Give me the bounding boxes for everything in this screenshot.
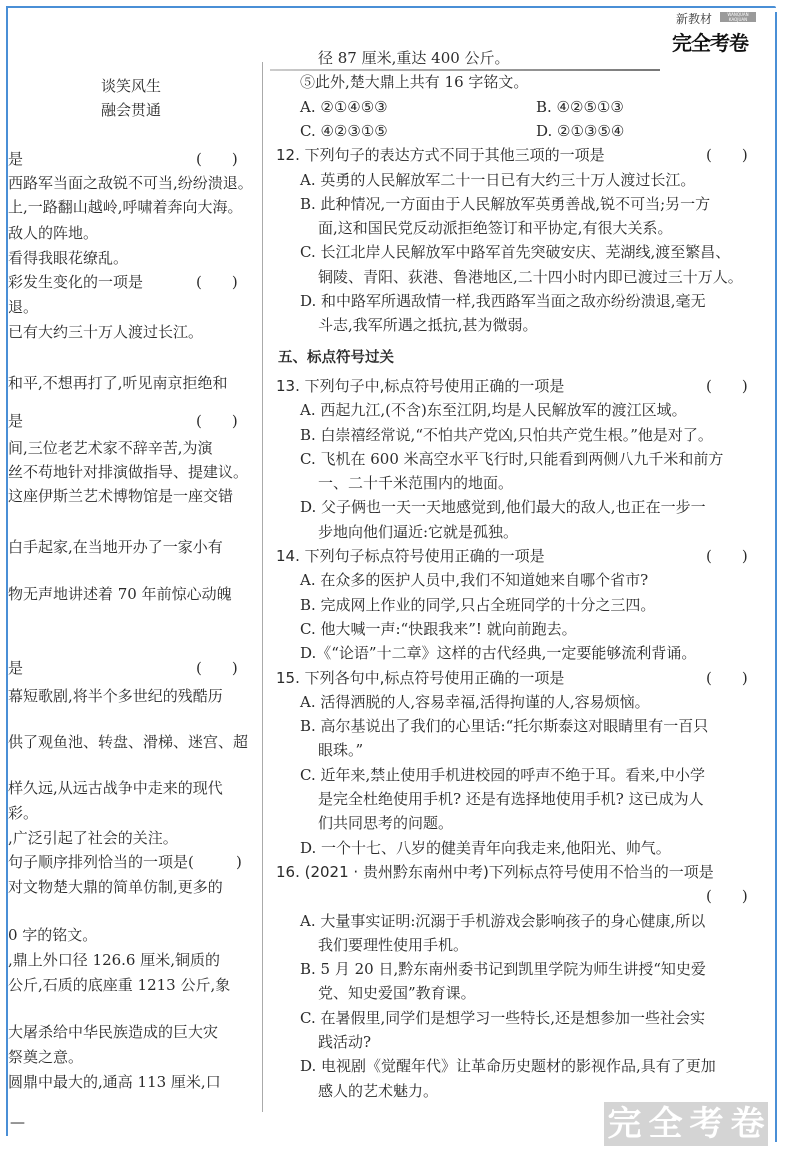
watermark-stamp [604, 1102, 768, 1146]
answer-option: A. 活得洒脱的人,容易幸福,活得拘谨的人,容易烦恼。 [300, 692, 650, 711]
text-line: 眼珠。” [318, 741, 364, 760]
answer-option: D. 和中路军所遇敌情一样,我西路军当面之敌亦纷纷溃退,毫无 [300, 292, 706, 310]
answer-option: C. 他大喊一声:“快跟我来”! 就向前跑去。 [300, 619, 577, 638]
answer-option: B. 完成网上作业的同学,只占全班同学的十分之三四。 [300, 595, 656, 614]
text-line: 大屠杀给中华民族造成的巨大灾 [8, 1023, 219, 1041]
answer-blank[interactable]: ( ) [706, 376, 748, 395]
answer-blank[interactable]: ( ) [196, 150, 238, 168]
text-line: 斗志,我军所遇之抵抗,甚为微弱。 [318, 316, 538, 335]
text-line: 我们要理性使用手机。 [318, 935, 469, 954]
answer-blank[interactable]: ( ) [706, 668, 748, 687]
question-stem: 13. 下列句子中,标点符号使用正确的一项是 [276, 376, 565, 395]
answer-blank[interactable]: ( ) [706, 146, 748, 165]
text-line: 面,这和国民党反动派拒绝签订和平协定,有很大关系。 [318, 219, 673, 238]
text-line: 白手起家,在当地开办了一家小有 [8, 538, 223, 556]
text-line: 径 87 厘米,重达 400 公斤。 [318, 49, 510, 67]
text-line: 已有大约三十万人渡过长江。 [8, 323, 204, 341]
text-line: 步地向他们逼近:它就是孤独。 [318, 522, 519, 541]
question-stem: 16. (2021 · 贵州黔东南州中考)下列标点符号使用不恰当的一项是 [276, 862, 714, 881]
answer-option: A. 西起九江,(不含)东至江阴,均是人民解放军的渡江区域。 [300, 401, 687, 420]
text-line: 敌人的阵地。 [8, 224, 99, 242]
answer-blank[interactable]: ) [236, 853, 242, 871]
text-line: 幕短歌剧,将半个多世纪的残酷历 [8, 687, 223, 705]
answer-option: B. 此种情况,一方面由于人民解放军英勇善战,锐不可当;另一方 [300, 194, 711, 213]
column-divider [262, 62, 263, 1112]
answer-option: A. 在众多的医护人员中,我们不知道她来自哪个省市? [300, 571, 649, 590]
answer-option: C. 长江北岸人民解放军中路军首先突破安庆、芜湖线,渡至繁昌、 [300, 243, 731, 262]
answer-option: B. 5 月 20 日,黔东南州委书记到凯里学院为师生讲授“知史爱 [300, 960, 706, 979]
watermark-char: 全 [648, 1104, 683, 1144]
section-heading: 五、标点符号过关 [278, 349, 394, 366]
text-line: 铜陵、青阳、荻港、鲁港地区,二十四小时内即已渡过三十万人。 [318, 267, 743, 286]
watermark-char: 卷 [730, 1104, 765, 1144]
question-stem: 12. 下列句子的表达方式不同于其他三项的一项是 [276, 146, 605, 165]
answer-option: B. ④②⑤①③ [536, 97, 624, 116]
answer-option: B. 高尔基说出了我们的心里话:“托尔斯泰这对眼睛里有一百只 [300, 717, 709, 736]
text-line: 祭奠之意。 [8, 1048, 84, 1066]
text-line: 上,一路翻山越岭,呼啸着奔向大海。 [8, 198, 243, 216]
answer-option: A. ②①④⑤③ [300, 97, 388, 116]
answer-blank[interactable]: ( ) [706, 887, 748, 906]
text-line: ,广泛引起了社会的关注。 [8, 829, 178, 847]
page-frame-top [6, 6, 776, 8]
answer-option: C. 在暑假里,同学们是想学习一些特长,还是想参加一些社会实 [300, 1008, 706, 1027]
section-heading: 谈笑风生 [100, 77, 161, 95]
section-heading: 融会贯通 [100, 101, 161, 119]
text-line: 彩发生变化的一项是 [8, 273, 144, 291]
text-line: 们共同思考的问题。 [318, 814, 454, 833]
text-line: 看得我眼花缭乱。 [8, 249, 129, 267]
text-line: 和平,不想再打了,听见南京拒绝和 [8, 374, 228, 392]
answer-option: C. 近年来,禁止使用手机进校园的呼声不绝于耳。看来,中小学 [300, 765, 706, 784]
answer-option: D. ②①③⑤④ [536, 121, 625, 140]
answer-blank[interactable]: ( ) [196, 412, 238, 430]
text-line: 圆鼎中最大的,通高 113 厘米,口 [8, 1073, 221, 1091]
page-footer: — [10, 1113, 25, 1131]
question-stem: 14. 下列句子标点符号使用正确的一项是 [276, 547, 545, 565]
text-line: 物无声地讲述着 70 年前惊心动魄 [8, 585, 232, 603]
text-line: 间,三位老艺术家不辞辛苦,为演 [8, 439, 213, 457]
text-line: 彩。 [8, 804, 39, 822]
page-frame-right [775, 12, 777, 1142]
text-line: 退。 [8, 298, 39, 316]
text-line: 是完全杜绝使用手机? 还是有选择地使用手机? 这已成为人 [318, 790, 704, 808]
watermark-char: 考 [689, 1104, 724, 1144]
answer-option: A. 英勇的人民解放军二十一日已有大约三十万人渡过长江。 [300, 170, 696, 189]
answer-option: D. 父子俩也一天一天地感觉到,他们最大的敌人,也正在一步一 [300, 498, 706, 517]
question-stem: 15. 下列各句中,标点符号使用正确的一项是 [276, 668, 565, 687]
answer-option: D.《“论语”十二章》这样的古代经典,一定要能够流利背诵。 [300, 644, 697, 663]
text-line: 党、知史爱国”教育课。 [318, 984, 476, 1003]
text-line: ,鼎上外口径 126.6 厘米,铜质的 [8, 951, 221, 969]
brand-subtitle: 新教材 [676, 12, 713, 26]
answer-option: ⑤此外,楚大鼎上共有 16 字铭文。 [300, 73, 529, 92]
text-line: 西路军当面之敌锐不可当,纷纷溃退。 [8, 174, 253, 192]
text-line: 是 [8, 659, 24, 677]
answer-blank[interactable]: ( ) [196, 659, 238, 677]
text-line: 对文物楚大鼎的简单仿制,更多的 [8, 878, 223, 896]
answer-option: D. 电视剧《觉醒年代》让革命历史题材的影视作品,具有了更加 [300, 1057, 716, 1076]
text-line: 样久远,从远古战争中走来的现代 [8, 779, 223, 797]
answer-option: D. 一个十七、八岁的健美青年向我走来,他阳光、帅气。 [300, 838, 671, 857]
text-line: 践活动? [318, 1033, 372, 1051]
text-line: 0 字的铭文。 [8, 926, 98, 944]
answer-option: C. 飞机在 600 米高空水平飞行时,只能看到两侧八九千米和前方 [300, 449, 724, 468]
answer-blank[interactable]: ( ) [196, 273, 238, 291]
text-line: 这座伊斯兰艺术博物馆是一座交错 [8, 487, 234, 505]
answer-option: C. ④②③①⑤ [300, 121, 388, 140]
text-line: 供了观鱼池、转盘、滑梯、迷宫、超 [8, 733, 249, 751]
text-line: 丝不苟地针对排演做指导、提建议。 [8, 463, 249, 481]
text-line: 感人的艺术魅力。 [318, 1081, 439, 1100]
answer-option: B. 白崇禧经常说,“不怕共产党凶,只怕共产党生根。”他是对了。 [300, 425, 713, 444]
answer-blank[interactable]: ( ) [706, 547, 748, 565]
text-line: 一、二十千米范围内的地面。 [318, 474, 514, 493]
brand-logo: 完全考卷 [672, 31, 748, 55]
text-line: 句子顺序排列恰当的一项是( [8, 853, 194, 871]
text-line: 是 [8, 412, 24, 430]
text-line: 公斤,石质的底座重 1213 公斤,象 [8, 976, 231, 994]
answer-option: A. 大量事实证明:沉溺于手机游戏会影响孩子的身心健康,所以 [300, 911, 706, 930]
text-line: 是 [8, 150, 24, 168]
watermark-char: 完 [607, 1104, 642, 1144]
header-rule [270, 69, 660, 71]
brand-pinyin-tag: WANQUAN KAOJUAN [720, 12, 756, 22]
